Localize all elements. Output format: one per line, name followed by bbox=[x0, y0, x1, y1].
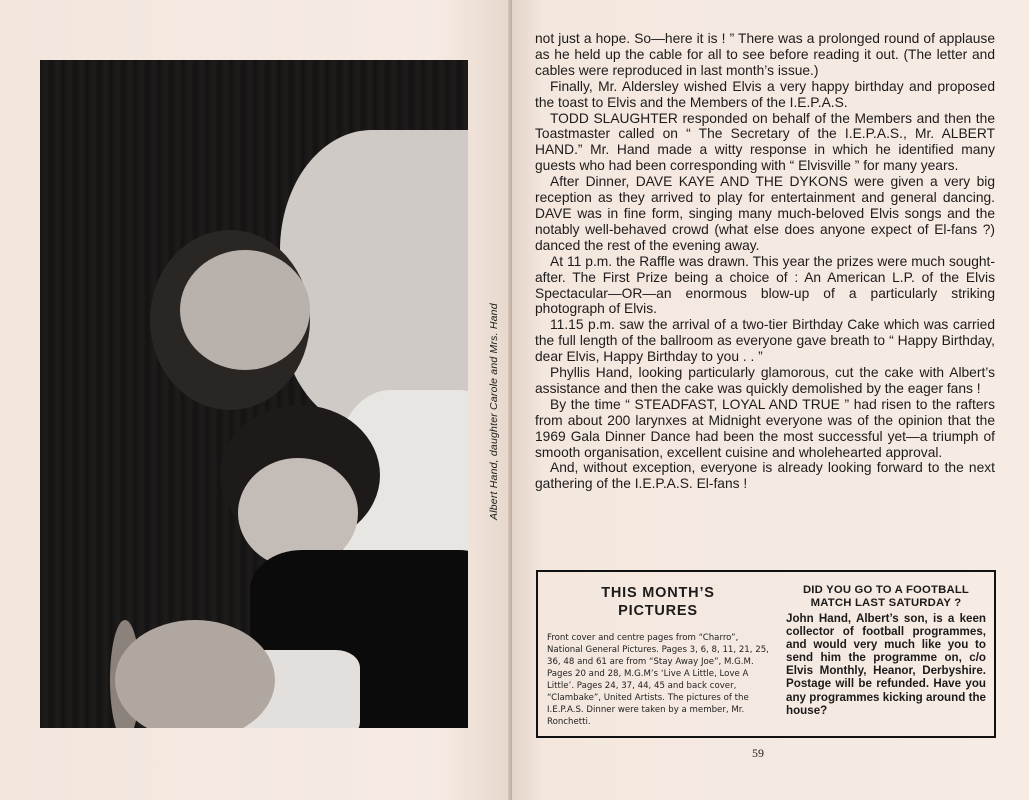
page-number: 59 bbox=[752, 746, 764, 760]
pictures-credits: Front cover and centre pages from “Charro”, National General Pictures. Pages 3, 6, 8, 11, 21, 25, 36, 48 and 61 are from “Stay Away Joe”, M.G.M. Pages 20 and 28, M.G.M’s ‘Live A Little, Love A Little’. Pages 24, 37, 44, 45 and back cover, “Clambake”, United Artists. The pictures of the I.E.P.A.S. Dinner were taken by a member, Mr. Ronchetti. bbox=[547, 633, 769, 727]
article-text bbox=[535, 31, 995, 492]
article-paragraph: And, without exception, everyone is already looking forward to the next gathering of the I.E.P.A.S. El-fans ! bbox=[535, 460, 995, 492]
albert-hand-face bbox=[115, 620, 275, 728]
info-box bbox=[536, 570, 996, 738]
football-title: DID YOU GO TO A FOOTBALL MATCH LAST SATURDAY ? bbox=[802, 584, 970, 609]
left-page bbox=[0, 0, 512, 800]
pictures-credits-box bbox=[547, 584, 769, 728]
photo-caption: Albert Hand, daughter Carole and Mrs. Hand bbox=[488, 303, 500, 520]
article-paragraph: 11.15 p.m. saw the arrival of a two-tier Birthday Cake which was carried the full length of the ballroom as everyone gave breath to “ Happy Birthday, dear Elvis, Happy Birthday to you . . ” bbox=[535, 317, 995, 365]
pictures-title-line1: THIS MONTH’S bbox=[601, 585, 715, 601]
football-box bbox=[786, 584, 986, 717]
article-paragraph: After Dinner, DAVE KAYE AND THE DYKONS were given a very big reception as they arrived to play for entertainment and general dancing. DAVE was in fine form, singing many much-beloved Elvis songs and the notably well-behaved crowd (what else does anyone expect of El-fans ?) danced the rest of the evening away. bbox=[535, 174, 995, 253]
mrs-hand-figure bbox=[280, 130, 468, 430]
article-paragraph: Phyllis Hand, looking particularly glamorous, cut the cake with Albert’s assistance and then the cake was quickly demolished by the eager fans ! bbox=[535, 365, 995, 396]
pictures-title bbox=[547, 584, 769, 620]
article-paragraph: Finally, Mr. Aldersley wished Elvis a very happy birthday and proposed the toast to Elvis and the Members of the I.E.P.A.S. bbox=[535, 78, 995, 110]
article-paragraph: TODD SLAUGHTER responded on behalf of the Members and then the Toastmaster called on “ The Secretary of the I.E.P.A.S., Mr. ALBERT HAND.” Mr. Hand made a witty response in which he identified many guests who had been corresponding with “ Elvisville ” for many years. bbox=[535, 110, 995, 174]
hand-family-photo bbox=[40, 60, 468, 728]
pictures-title-line2: PICTURES bbox=[618, 603, 698, 619]
football-body: John Hand, Albert’s son, is a keen collector of football programmes, and would very much like you to send him the programme on, c/o Elvis Monthly, Heanor, Derbyshire. Postage will be refunded. Have you any programmes kicking around the house? bbox=[786, 612, 986, 717]
article-paragraph: At 11 p.m. the Raffle was drawn. This year the prizes were much sought-after. The First Prize being a choice of : An American L.P. of the Elvis Spectacular—OR—an enormous blow-up of a particularly striking photograph of Elvis. bbox=[535, 253, 995, 317]
article-paragraph: By the time “ STEADFAST, LOYAL AND TRUE ” had risen to the rafters from about 200 larynxes at Midnight everyone was of the opinion that the 1969 Gala Dinner Dance had been the most successful yet—a triumph of smooth organisation, excellent cuisine and wholehearted approval. bbox=[535, 396, 995, 460]
article-paragraph: not just a hope. So—here it is ! ” There was a prolonged round of applause as he held up the cable for all to see before reading it out. (The letter and cables were reproduced in last month’s issue.) bbox=[535, 31, 995, 78]
mrs-hand-face bbox=[180, 250, 310, 370]
